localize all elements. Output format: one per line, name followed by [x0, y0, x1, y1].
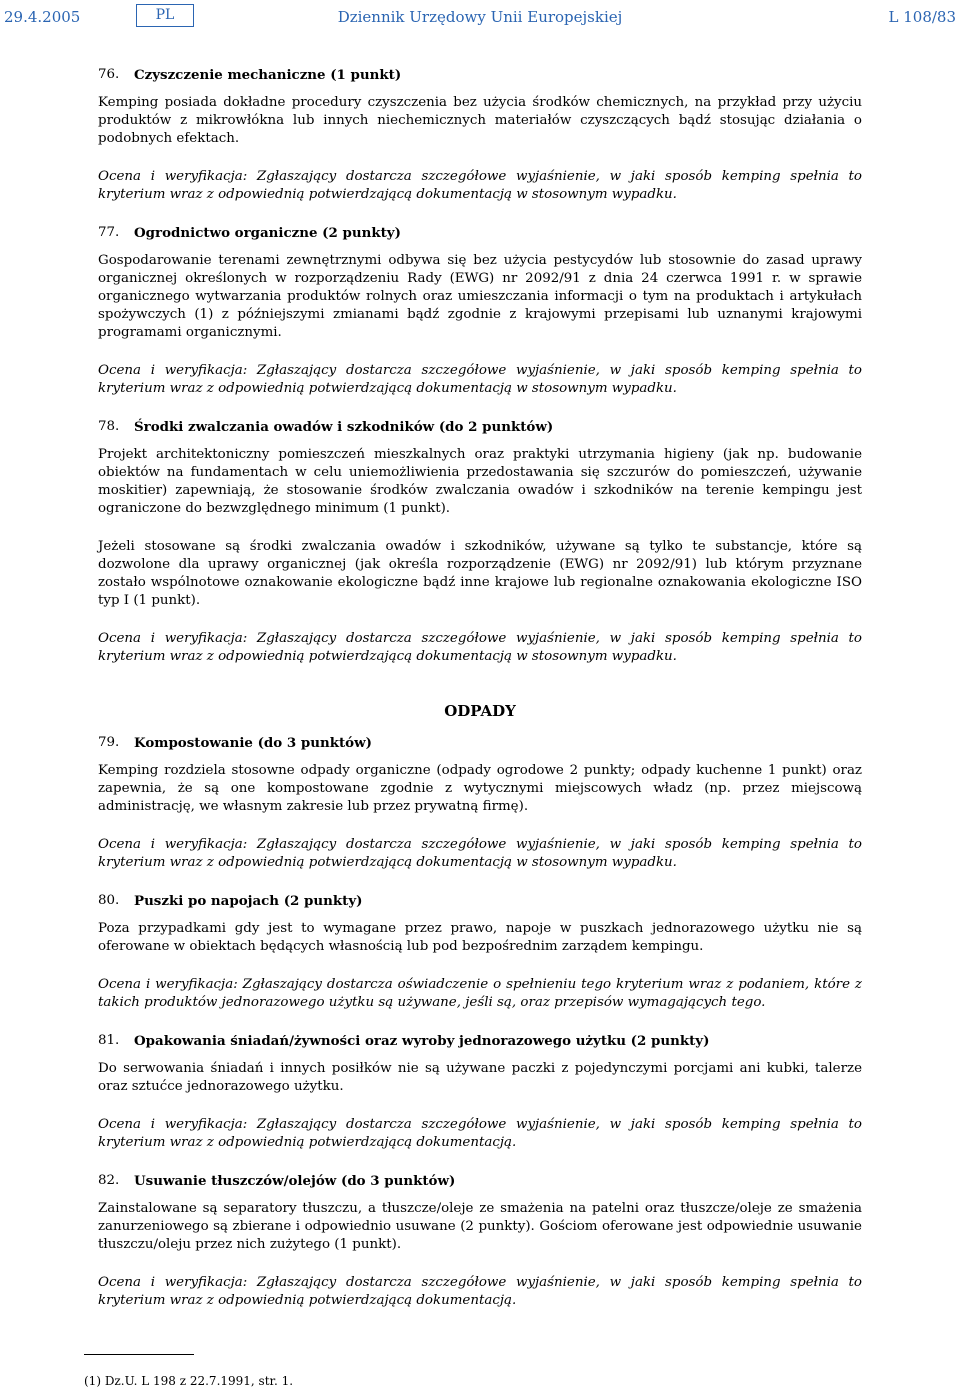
- section-paragraph: Gospodarowanie terenami zewnętrznymi odbywa się bez użycia pestycydów lub stosownie do zasad uprawy organicznej określonych w rozporządzeniu Rady (EWG) nr 2092/91 z dnia 24 czerwca 1991 r. w sprawie organicznego wytwarzania produktów rolnych oraz umieszczania informacji o tym na produktach i artykułach spożywczych (1) z późniejszymi zmianami bądź zgodnie z krajowymi przepisami lub uznanymi krajowymi programami organicznymi.: [98, 253, 862, 340]
- verification-note: Ocena i weryfikacja: Zgłaszający dostarcza szczegółowe wyjaśnienie, w jaki sposób kemping spełnia to kryterium wraz z odpowiednią potwierdzającą dokumentacją.: [98, 1275, 862, 1308]
- section-heading: [98, 66, 862, 84]
- section-number: 80.: [98, 893, 120, 908]
- verification-note: Ocena i weryfikacja: Zgłaszający dostarcza oświadczenie o spełnieniu tego kryterium wraz z podaniem, które z takich produktów jednorazowego użytku są używane, jeśli są, oraz przepisów wymagających tego.: [98, 977, 862, 1010]
- section-79: [98, 734, 862, 872]
- odpady-heading: ODPADY: [444, 702, 516, 720]
- section-heading: [98, 224, 862, 242]
- section-number: 77.: [98, 225, 120, 240]
- section-paragraph: Zainstalowane są separatory tłuszczu, a tłuszcze/oleje ze smażenia na patelni oraz tłuszcze/oleje ze smażenia zanurzeniowego są zbierane i odpowiednio usuwane (2 punkty). Gościom oferowane jest odpowiednie usuwanie tłuszczu/oleju przez nich zużytego (1 punkt).: [98, 1201, 862, 1252]
- section-number: 76.: [98, 67, 120, 82]
- section-paragraph: Jeżeli stosowane są środki zwalczania owadów i szkodników, używane są tylko te substancje, które są dozwolone dla uprawy organicznej (jak określa rozporządzenie (EWG) nr 2092/91) lub którym przyznane zostało wspólnotowe oznakowanie ekologiczne bądź inne krajowe lub regionalne oznakowania ekologiczne ISO typ I (1 punkt).: [98, 539, 862, 608]
- section-number: 81.: [98, 1033, 120, 1048]
- section-paragraph: Kemping posiada dokładne procedury czyszczenia bez użycia środków chemicznych, na przykład przy użyciu produktów z mikrowłókna lub innych niechemicznych materiałów czyszczących bądź stosując działania o podobnych efektach.: [98, 95, 862, 146]
- publication-date: 29.4.2005: [4, 8, 81, 26]
- section-title: Czyszczenie mechaniczne (1 punkt): [134, 67, 402, 83]
- document-body: [98, 66, 862, 1330]
- section-heading: [98, 1032, 862, 1050]
- section-number: 82.: [98, 1173, 120, 1188]
- section-78: [98, 418, 862, 666]
- section-paragraph: Kemping rozdziela stosowne odpady organiczne (odpady ogrodowe 2 punkty; odpady kuchenne 1 punkt) oraz zapewnia, że są one kompostowane zgodnie z wytycznymi miejscowych władz (np. przez miejscową administrację, we własnym zakresie lub przez prywatną firmę).: [98, 763, 862, 814]
- section-82: [98, 1172, 862, 1310]
- section-heading: [98, 418, 862, 436]
- section-paragraph: Do serwowania śniadań i innych posiłków nie są używane paczki z pojedynczymi porcjami ani kubki, talerze oraz sztućce jednorazowego użytku.: [98, 1061, 862, 1094]
- verification-note: Ocena i weryfikacja: Zgłaszający dostarcza szczegółowe wyjaśnienie, w jaki sposób kemping spełnia to kryterium wraz z odpowiednią potwierdzającą dokumentacją w stosownym wypadku.: [98, 363, 862, 396]
- section-heading: [98, 892, 862, 910]
- section-77: [98, 224, 862, 398]
- section-heading: [98, 734, 862, 752]
- section-title: Środki zwalczania owadów i szkodników (do 2 punktów): [134, 419, 554, 435]
- section-76: [98, 66, 862, 204]
- section-number: 79.: [98, 735, 120, 750]
- language-badge: PL: [136, 4, 194, 27]
- section-paragraph: Poza przypadkami gdy jest to wymagane przez prawo, napoje w puszkach jednorazowego użytku nie są oferowane w obiektach będących własnością lub pod bezpośrednim zarządem kempingu.: [98, 921, 862, 954]
- section-title: Usuwanie tłuszczów/olejów (do 3 punktów): [134, 1173, 456, 1189]
- verification-note: Ocena i weryfikacja: Zgłaszający dostarcza szczegółowe wyjaśnienie, w jaki sposób kemping spełnia to kryterium wraz z odpowiednią potwierdzającą dokumentacją.: [98, 1117, 862, 1150]
- section-title: Puszki po napojach (2 punkty): [134, 893, 363, 909]
- section-title: Opakowania śniadań/żywności oraz wyroby jednorazowego użytku (2 punkty): [134, 1033, 710, 1049]
- section-paragraph: Projekt architektoniczny pomieszczeń mieszkalnych oraz praktyki utrzymania higieny (jak np. budowanie obiektów na fundamentach w celu uniemożliwienia przedostawania się szczurów do pomieszczeń, używanie moskitier) zapewniają, że stosowanie środków zwalczania owadów i szkodników na terenie kempingu jest ograniczone do bezwzględnego minimum (1 punkt).: [98, 447, 862, 516]
- section-81: [98, 1032, 862, 1152]
- verification-note: Ocena i weryfikacja: Zgłaszający dostarcza szczegółowe wyjaśnienie, w jaki sposób kemping spełnia to kryterium wraz z odpowiednią potwierdzającą dokumentacją w stosownym wypadku.: [98, 169, 862, 202]
- section-number: 78.: [98, 419, 120, 434]
- footnote: (1) Dz.U. L 198 z 22.7.1991, str. 1.: [84, 1374, 294, 1388]
- section-80: [98, 892, 862, 1012]
- verification-note: Ocena i weryfikacja: Zgłaszający dostarcza szczegółowe wyjaśnienie, w jaki sposób kemping spełnia to kryterium wraz z odpowiednią potwierdzającą dokumentacją w stosownym wypadku.: [98, 631, 862, 664]
- section-title: Kompostowanie (do 3 punktów): [134, 735, 372, 751]
- journal-title: Dziennik Urzędowy Unii Europejskiej: [337, 8, 623, 26]
- section-title: Ogrodnictwo organiczne (2 punkty): [134, 225, 401, 241]
- page-header: [0, 0, 960, 40]
- verification-note: Ocena i weryfikacja: Zgłaszający dostarcza szczegółowe wyjaśnienie, w jaki sposób kemping spełnia to kryterium wraz z odpowiednią potwierdzającą dokumentacją w stosownym wypadku.: [98, 837, 862, 870]
- page-reference: L 108/83: [888, 8, 956, 26]
- footnote-divider: [84, 1354, 194, 1355]
- section-heading: [98, 1172, 862, 1190]
